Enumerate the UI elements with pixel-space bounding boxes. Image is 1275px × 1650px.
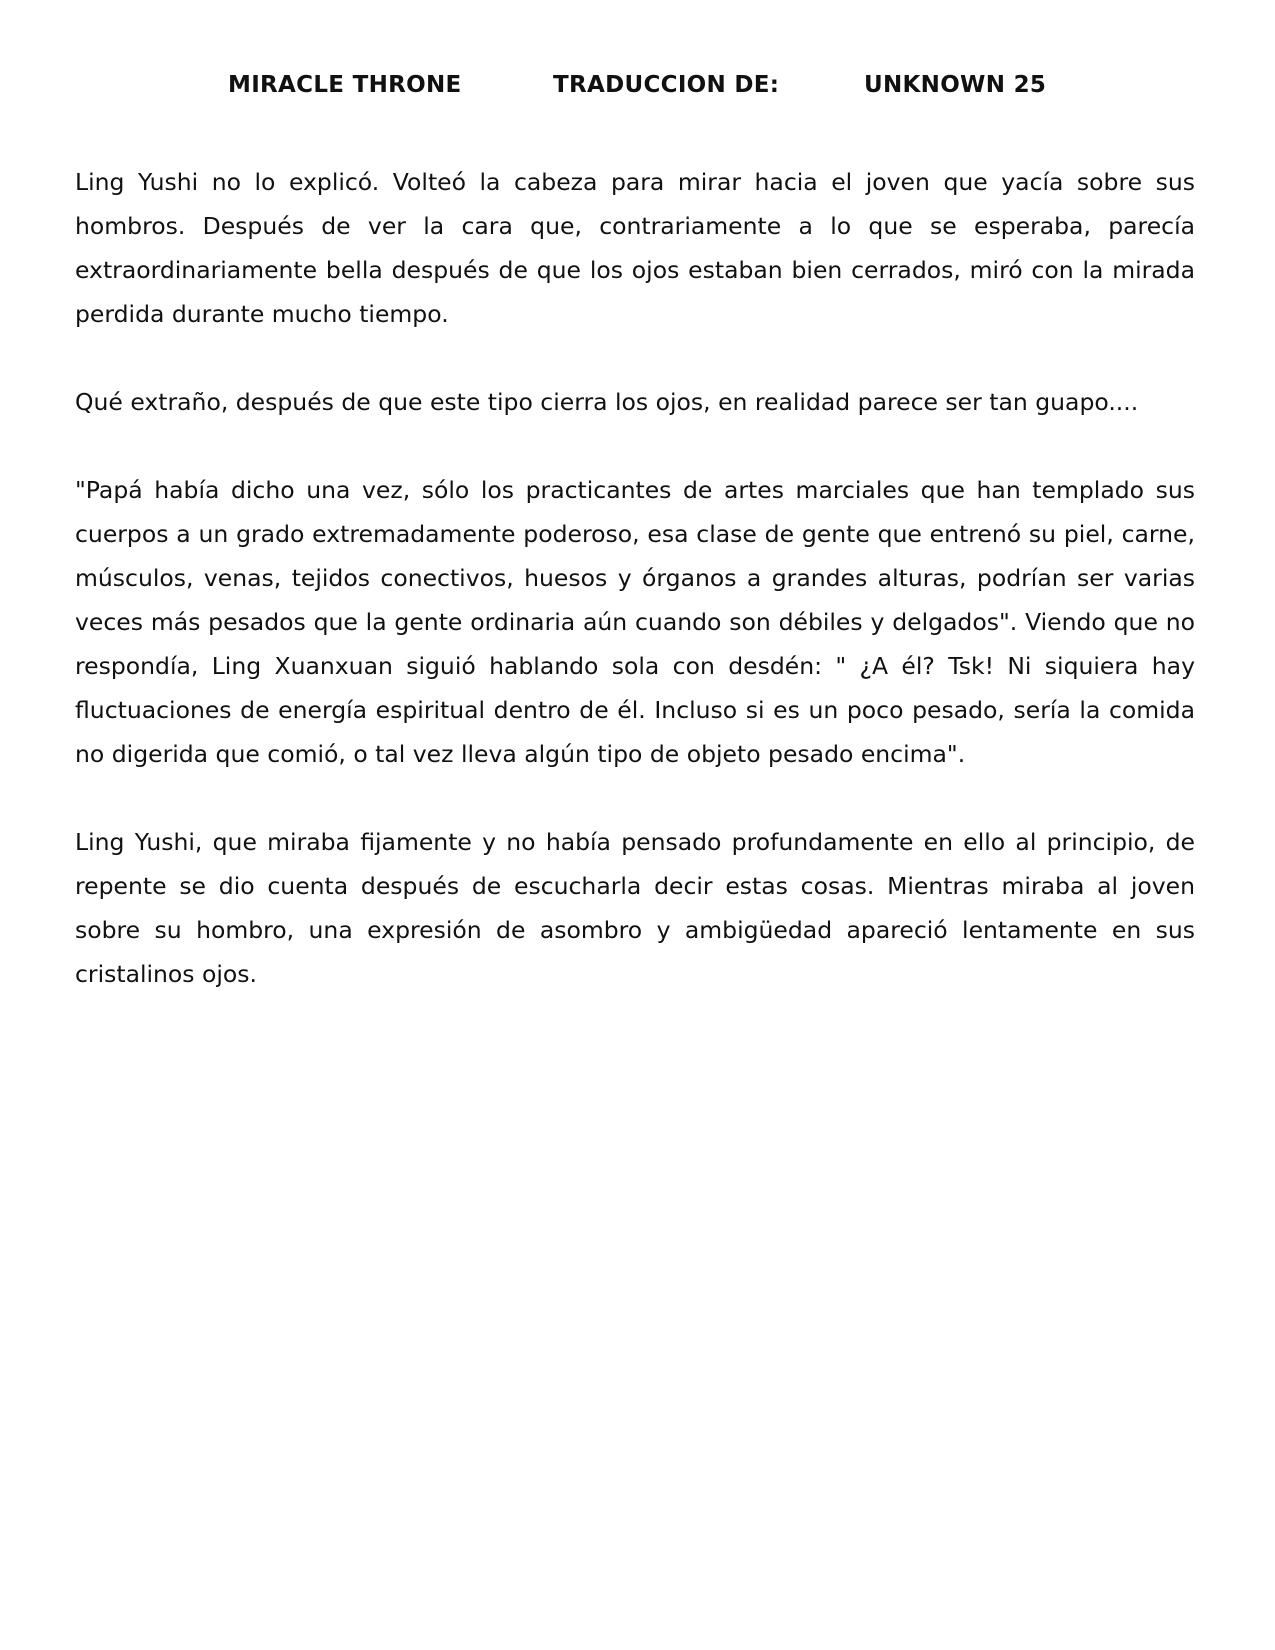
document-body <box>75 160 1195 1040</box>
header-translator: UNKNOWN 25 <box>864 72 1047 98</box>
paragraph-2: Qué extraño, después de que este tipo cierra los ojos, en realidad parece ser tan guapo.... <box>75 388 1139 416</box>
page-header <box>0 72 1275 102</box>
paragraph-4: Ling Yushi, que miraba fijamente y no había pensado profundamente en ello al principio, de repente se dio cuenta después de escucharla decir estas cosas. Mientras miraba al joven sobre su hombro, una expresión de asombro y ambigüedad apareció lentamente en sus cristalinos ojos. <box>75 828 1195 988</box>
header-title: MIRACLE THRONE <box>228 72 462 98</box>
header-translation-label: TRADUCCION DE: <box>553 72 780 98</box>
paragraph-1: Ling Yushi no lo explicó. Volteó la cabeza para mirar hacia el joven que yacía sobre sus hombros. Después de ver la cara que, contrariamente a lo que se esperaba, parecía extraordinariamente bella después de que los ojos estaban bien cerrados, miró con la mirada perdida durante mucho tiempo. <box>75 168 1195 328</box>
paragraph-3: "Papá había dicho una vez, sólo los practicantes de artes marciales que han templado sus cuerpos a un grado extremadamente poderoso, esa clase de gente que entrenó su piel, carne, músculos, venas, tejidos conectivos, huesos y órganos a grandes alturas, podrían ser varias veces más pesados que la gente ordinaria aún cuando son débiles y delgados". Viendo que no respondía, Ling Xuanxuan siguió hablando sola con desdén: " ¿A él? Tsk! Ni siquiera hay fluctuaciones de energía espiritual dentro de él. Incluso si es un poco pesado, sería la comida no digerida que comió, o tal vez lleva algún tipo de objeto pesado encima". <box>75 476 1195 768</box>
